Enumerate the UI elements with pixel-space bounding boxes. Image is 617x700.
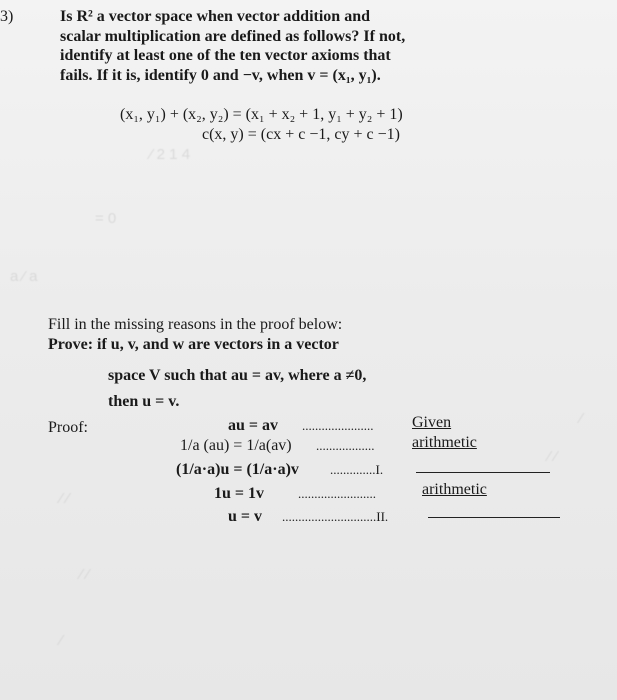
prove-statement-line-2: space V such that au = av, where a ≠0, bbox=[108, 367, 367, 384]
proof-instructions: Fill in the missing reasons in the proof below: bbox=[48, 316, 343, 333]
proof-step-3-dots: ..............I. bbox=[330, 462, 384, 477]
question-line-3: identify at least one of the ten vector axioms that bbox=[60, 47, 391, 64]
show-through-text: ⁄ ⁄ bbox=[80, 566, 90, 583]
question-line-1: Is R² a vector space when vector addition and bbox=[60, 8, 370, 25]
proof-step-4-statement: 1u = 1v bbox=[214, 485, 265, 502]
question-number: 3) bbox=[0, 8, 14, 25]
proof-step-4-dots: ........................ bbox=[298, 486, 376, 501]
proof-step-1-dots: ...................... bbox=[302, 418, 374, 433]
show-through-text: ⁄ bbox=[60, 632, 63, 649]
addition-definition: (x₁, y₁) + (x₂, y₂) = (x₁ + x₂ + 1, y₁ + y₂ + 1) bbox=[120, 106, 403, 123]
reason-blank-II bbox=[428, 517, 560, 518]
show-through-text: ⁄ bbox=[580, 410, 583, 427]
proof-step-2-reason: arithmetic bbox=[412, 434, 477, 451]
show-through-text: a ⁄ a bbox=[10, 268, 38, 285]
proof-label: Proof: bbox=[48, 419, 88, 436]
proof-step-5-dots: .............................II. bbox=[282, 509, 389, 524]
reason-blank-I bbox=[416, 472, 550, 473]
proof-step-5-statement: u = v bbox=[228, 508, 263, 525]
proof-step-4-reason: arithmetic bbox=[422, 481, 487, 498]
scalar-definition: c(x, y) = (cx + c −1, cy + c −1) bbox=[202, 126, 400, 143]
question-line-4: fails. If it is, identify 0 and −v, when v = (x₁, y₁). bbox=[60, 67, 381, 84]
proof-step-1-reason: Given bbox=[412, 414, 452, 431]
proof-step-1-statement: au = av bbox=[228, 417, 279, 434]
show-through-text: ⁄ 2 1 4 bbox=[150, 146, 191, 163]
proof-step-3-statement: (1/a·a)u = (1/a·a)v bbox=[176, 461, 299, 478]
proof-step-2-statement: 1/a (au) = 1/a(av) bbox=[180, 437, 292, 454]
question-line-2: scalar multiplication are defined as follows? If not, bbox=[60, 28, 406, 45]
show-through-text: = 0 bbox=[95, 210, 117, 227]
prove-statement-line-3: then u = v. bbox=[108, 393, 180, 410]
show-through-text: ⁄ ⁄ bbox=[60, 490, 70, 507]
prove-statement-line-1: Prove: if u, v, and w are vectors in a vector bbox=[48, 336, 339, 353]
show-through-text: ⁄ ⁄ bbox=[548, 448, 558, 465]
proof-step-2-dots: .................. bbox=[316, 438, 375, 453]
